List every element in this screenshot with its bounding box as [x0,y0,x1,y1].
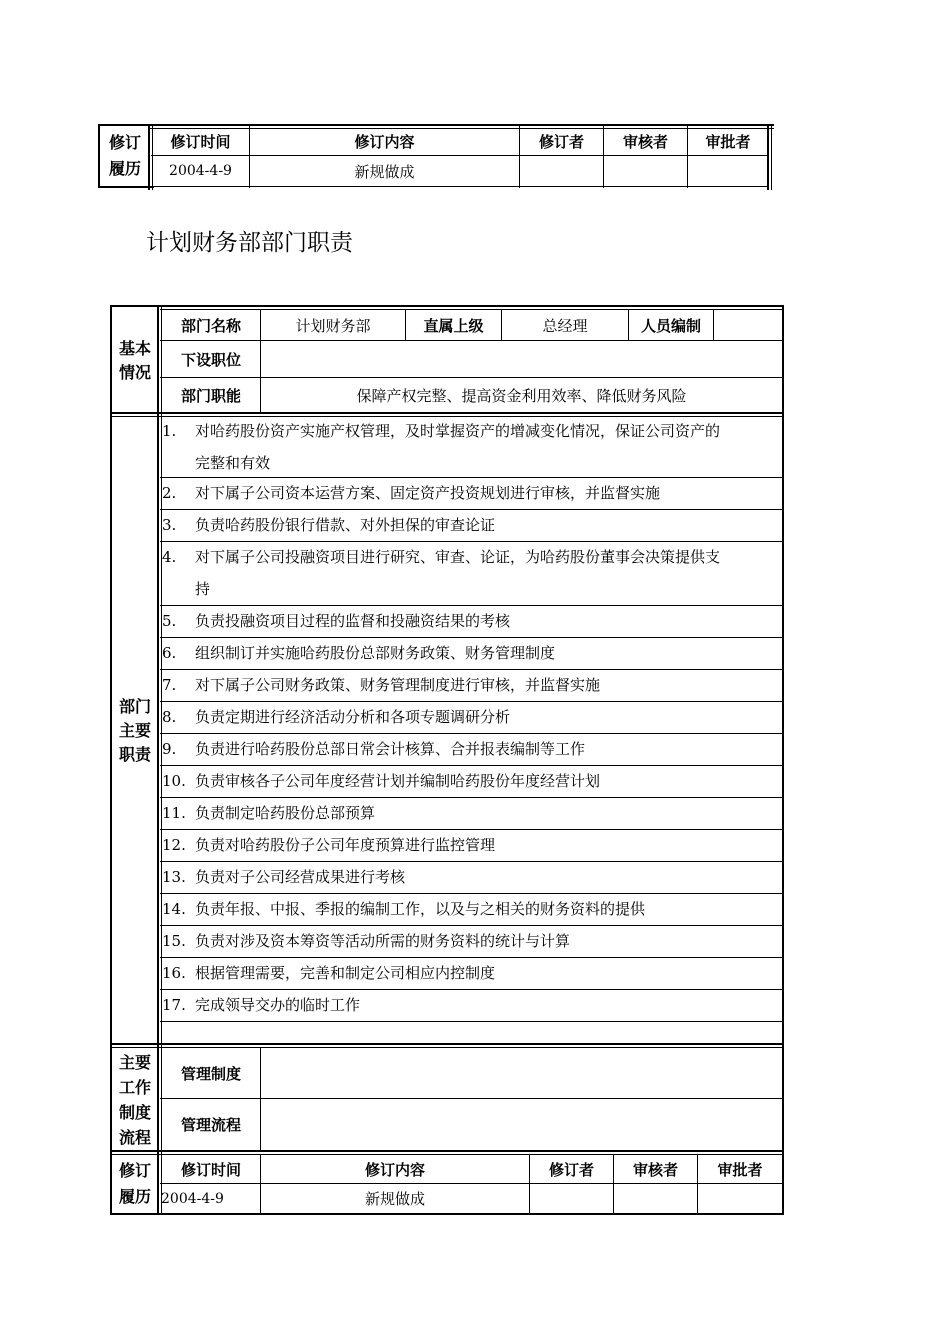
item-text: 组织制订并实施哈药股份总部财务政策、财务管理制度 [195,644,556,662]
top-rev-content: 新规做成 [354,162,415,181]
responsibility-item-10 [162,765,782,797]
staffing-label: 人员编制 [640,316,701,335]
bottom-rev-time: 2004-4-9 [161,1190,224,1207]
item-text: 对下属子公司投融资项目进行研究、审查、论证，为哈药股份董事会决策提供支 [195,548,721,566]
top-rev-header-approver: 审批者 [705,132,751,151]
responsibility-item-12 [162,829,782,861]
item-text: 负责对子公司经营成果进行考核 [195,868,406,886]
responsibility-item-7 [162,669,782,701]
responsibility-item-9 [162,733,782,765]
bottom-rev-header-reviewer: 审核者 [632,1160,678,1179]
item-text: 负责定期进行经济活动分析和各项专题调研分析 [195,708,511,726]
item-number: 8. [162,708,177,726]
item-number: 5. [162,612,177,630]
mgmt-system-value [262,1049,782,1098]
responsibility-item-17 [162,989,782,1021]
top-rev-header-time: 修订时间 [170,132,231,151]
page-title: 计划财务部部门职责 [146,230,353,256]
bottom-rev-header-reviser: 修订者 [548,1160,594,1179]
item-number: 14. [162,900,186,918]
top-revision-side-label: 修订履历 [108,133,141,178]
item-number: 1. [162,422,177,440]
item-text: 根据管理需要，完善和制定公司相应内控制度 [195,964,496,982]
item-text: 对下属子公司财务政策、财务管理制度进行审核，并监督实施 [195,676,601,694]
item-number: 9. [162,740,177,758]
item-number: 2. [162,484,177,502]
bottom-rev-header-content: 修订内容 [364,1160,425,1179]
responsibility-item-14 [162,893,782,925]
responsibility-item-4 [162,541,782,605]
item-number: 10. [162,772,186,790]
responsibility-item-5 [162,605,782,637]
item-number: 17. [162,996,186,1014]
item-text: 负责投融资项目过程的监督和投融资结果的考核 [195,612,511,630]
basic-side-label: 基本情况 [118,339,151,382]
item-number: 13. [162,868,186,886]
staffing-value [714,310,782,340]
top-rev-header-content: 修订内容 [354,132,415,151]
item-text-continued: 持 [195,580,211,598]
dept-name-label: 部门名称 [180,316,241,335]
responsibilities-side-label: 部门主要职责 [118,696,151,764]
function-value: 保障产权完整、提高资金利用效率、降低财务风险 [356,387,687,405]
responsibility-item-2 [162,477,782,509]
item-number: 12. [162,836,186,854]
item-number: 4. [162,548,177,566]
item-text: 负责哈药股份银行借款、对外担保的审查论证 [195,516,496,534]
bottom-rev-header-time: 修订时间 [180,1160,241,1179]
item-text: 负责年报、中报、季报的编制工作，以及与之相关的财务资料的提供 [195,900,646,918]
bottom-revision-side-label: 修订履历 [118,1161,151,1206]
positions-label: 下设职位 [180,350,241,369]
dept-name-value: 计划财务部 [295,316,371,335]
item-text: 对下属子公司资本运营方案、固定资产投资规划进行审核，并监督实施 [195,484,661,502]
item-text: 负责制定哈药股份总部预算 [195,804,376,822]
top-rev-header-reviewer: 审核者 [622,132,668,151]
bottom-rev-approver [698,1184,782,1213]
responsibility-item-16 [162,957,782,989]
top-rev-header-reviser: 修订者 [538,132,584,151]
responsibility-item-11 [162,797,782,829]
top-rev-time: 2004-4-9 [169,163,232,179]
responsibility-item-15 [162,925,782,957]
item-text-continued: 完整和有效 [195,454,271,472]
bottom-rev-reviser [530,1184,613,1213]
top-rev-reviser [520,156,603,186]
mgmt-process-label: 管理流程 [180,1116,241,1134]
function-label: 部门职能 [180,387,241,405]
item-number: 11. [162,804,186,822]
responsibility-item-3 [162,509,782,541]
bottom-rev-content: 新规做成 [364,1190,425,1208]
superior-value: 总经理 [542,316,588,335]
item-text: 负责审核各子公司年度经营计划并编制哈药股份年度经营计划 [195,772,601,790]
mgmt-system-label: 管理制度 [180,1065,241,1083]
item-text: 对哈药股份资产实施产权管理，及时掌握资产的增减变化情况，保证公司资产的 [195,422,721,440]
top-rev-approver [688,156,768,186]
item-number: 15. [162,932,186,950]
item-number: 3. [162,516,177,534]
item-text: 完成领导交办的临时工作 [195,996,361,1014]
item-number: 7. [162,676,177,694]
responsibility-item-6 [162,637,782,669]
bottom-rev-header-approver: 审批者 [717,1160,763,1179]
item-number: 6. [162,644,177,662]
item-text: 负责对涉及资本筹资等活动所需的财务资料的统计与计算 [195,932,571,950]
mgmt-process-value [262,1099,782,1150]
systems-side-label: 主要工作制度流程 [118,1052,151,1147]
responsibility-item-8 [162,701,782,733]
responsibility-item-13 [162,861,782,893]
item-number: 16. [162,964,186,982]
responsibility-item-1 [162,415,782,479]
top-rev-reviewer [604,156,687,186]
superior-label: 直属上级 [423,316,484,335]
item-text: 负责对哈药股份子公司年度预算进行监控管理 [195,836,496,854]
positions-value [262,341,782,377]
item-text: 负责进行哈药股份总部日常会计核算、合并报表编制等工作 [195,740,586,758]
bottom-rev-reviewer [614,1184,697,1213]
